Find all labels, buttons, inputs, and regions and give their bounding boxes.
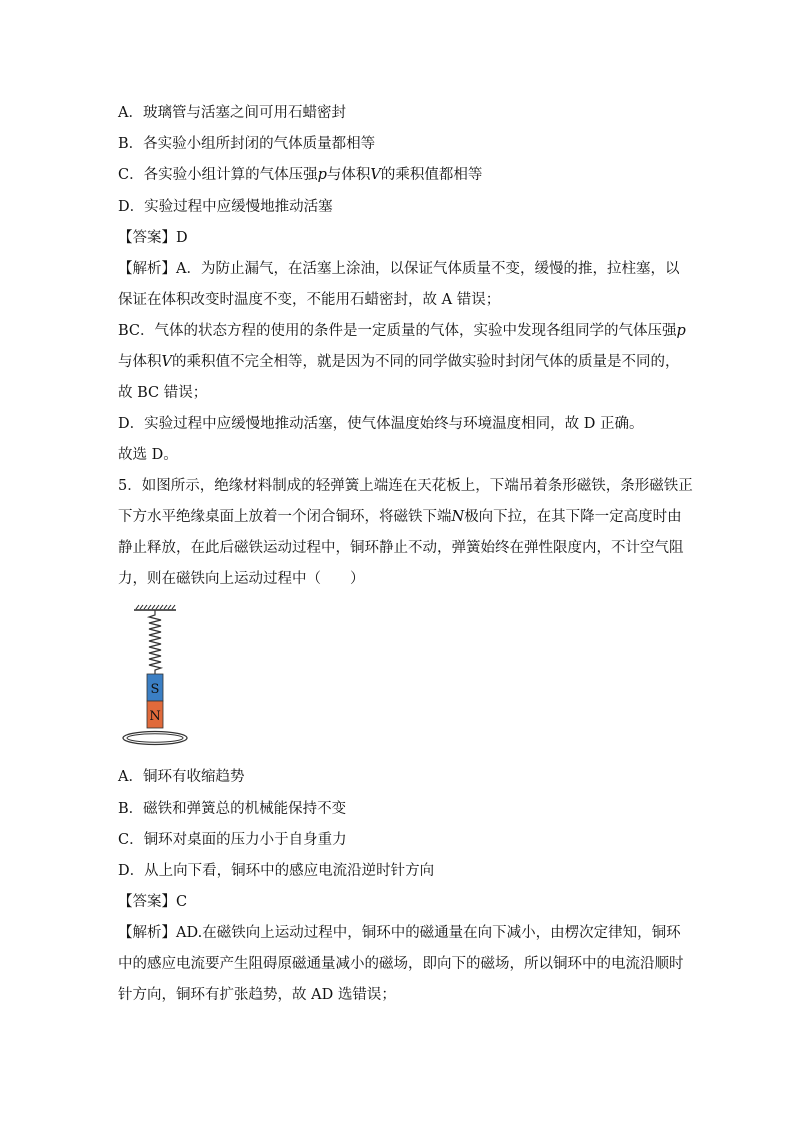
q4-option-b: B．各实验小组所封闭的气体质量都相等 [118, 136, 376, 152]
ceiling-hatch [134, 605, 176, 610]
spring-magnet-ring-figure [118, 604, 198, 754]
q4-answer: 【答案】D [118, 230, 188, 246]
q4-analysis-line-1: 【解析】A．为防止漏气，在活塞上涂油，以保证气体质量不变，缓慢的推，拉柱塞，以 [118, 261, 680, 277]
q4-option-c-symbol-p: p [317, 167, 327, 183]
q4-analysis-line-2: 保证在体积改变时温度不变，不能用石蜡密封，故 A 错误； [118, 292, 501, 308]
q5-option-b: B．磁铁和弹簧总的机械能保持不变 [118, 801, 347, 817]
q4-analysis-line-3 [118, 321, 686, 341]
q5-stem-line-4: 力，则在磁铁向上运动过程中（ ） [118, 571, 365, 587]
q5-option-a: A．铜环有收缩趋势 [118, 769, 245, 785]
magnet-s-label: S [150, 682, 160, 697]
q4-option-c-text-1: C．各实验小组计算的气体压强 [118, 167, 318, 183]
q5-option-d: D．从上向下看，铜环中的感应电流沿逆时针方向 [118, 863, 435, 879]
spring [149, 610, 161, 674]
q4-analysis-symbol-v: V [161, 354, 172, 370]
copper-ring-inner [127, 734, 183, 742]
q5-stem-symbol-n: N [451, 509, 465, 525]
q5-stem-line-2-text-1: 下方水平绝缘桌面上放着一个闭合铜环，将磁铁下端 [118, 509, 452, 525]
q4-analysis-line-5: 故 BC 错误； [118, 385, 208, 401]
q5-analysis-line-1: 【解析】AD.在磁铁向上运动过程中，铜环中的磁通量在向下减小，由楞次定律知，铜环 [118, 925, 681, 941]
q4-analysis-line-6: D．实验过程中应缓慢地推动活塞，使气体温度始终与环境温度相同，故 D 正确。 [118, 416, 644, 432]
q4-option-c-text-3: 的乘积值都相等 [380, 167, 483, 183]
q4-analysis-line-4-text-1: 与体积 [118, 354, 162, 370]
q4-analysis-symbol-p: p [676, 323, 686, 339]
magnet-n-label: N [149, 709, 161, 724]
q5-stem-line-1: 5．如图所示，绝缘材料制成的轻弹簧上端连在天花板上，下端吊着条形磁铁，条形磁铁正 [118, 478, 693, 494]
q4-option-c-symbol-v: V [370, 167, 381, 183]
q5-stem-line-3: 静止释放，在此后磁铁运动过程中，铜环静止不动，弹簧始终在弹性限度内，不计空气阻 [118, 540, 684, 556]
q5-analysis-line-3: 针方向，铜环有扩张趋势，故 AD 选错误； [118, 987, 396, 1003]
q5-stem-line-2 [118, 507, 682, 527]
q5-answer: 【答案】C [118, 894, 188, 910]
q5-option-c: C．铜环对桌面的压力小于自身重力 [118, 832, 347, 848]
q4-analysis-line-4 [118, 352, 679, 372]
q4-analysis-line-4-text-2: 的乘积值不完全相等，就是因为不同的同学做实验时封闭气体的质量是不同的， [171, 354, 680, 370]
q4-analysis-line-3-text: BC．气体的状态方程的使用的条件是一定质量的气体，实验中发现各组同学的气体压强 [118, 323, 677, 339]
q4-option-c [118, 165, 482, 185]
q5-stem-line-2-text-2: 极向下拉，在其下降一定高度时由 [464, 509, 682, 525]
q4-conclusion: 故选 D。 [118, 447, 178, 463]
q4-option-d: D．实验过程中应缓慢地推动活塞 [118, 199, 333, 215]
q5-analysis-line-2: 中的感应电流要产生阻碍原磁通量减小的磁场，即向下的磁场，所以铜环中的电流沿顺时 [118, 956, 684, 972]
q4-option-a: A．玻璃管与活塞之间可用石蜡密封 [118, 105, 346, 121]
q4-option-c-text-2: 与体积 [326, 167, 371, 183]
